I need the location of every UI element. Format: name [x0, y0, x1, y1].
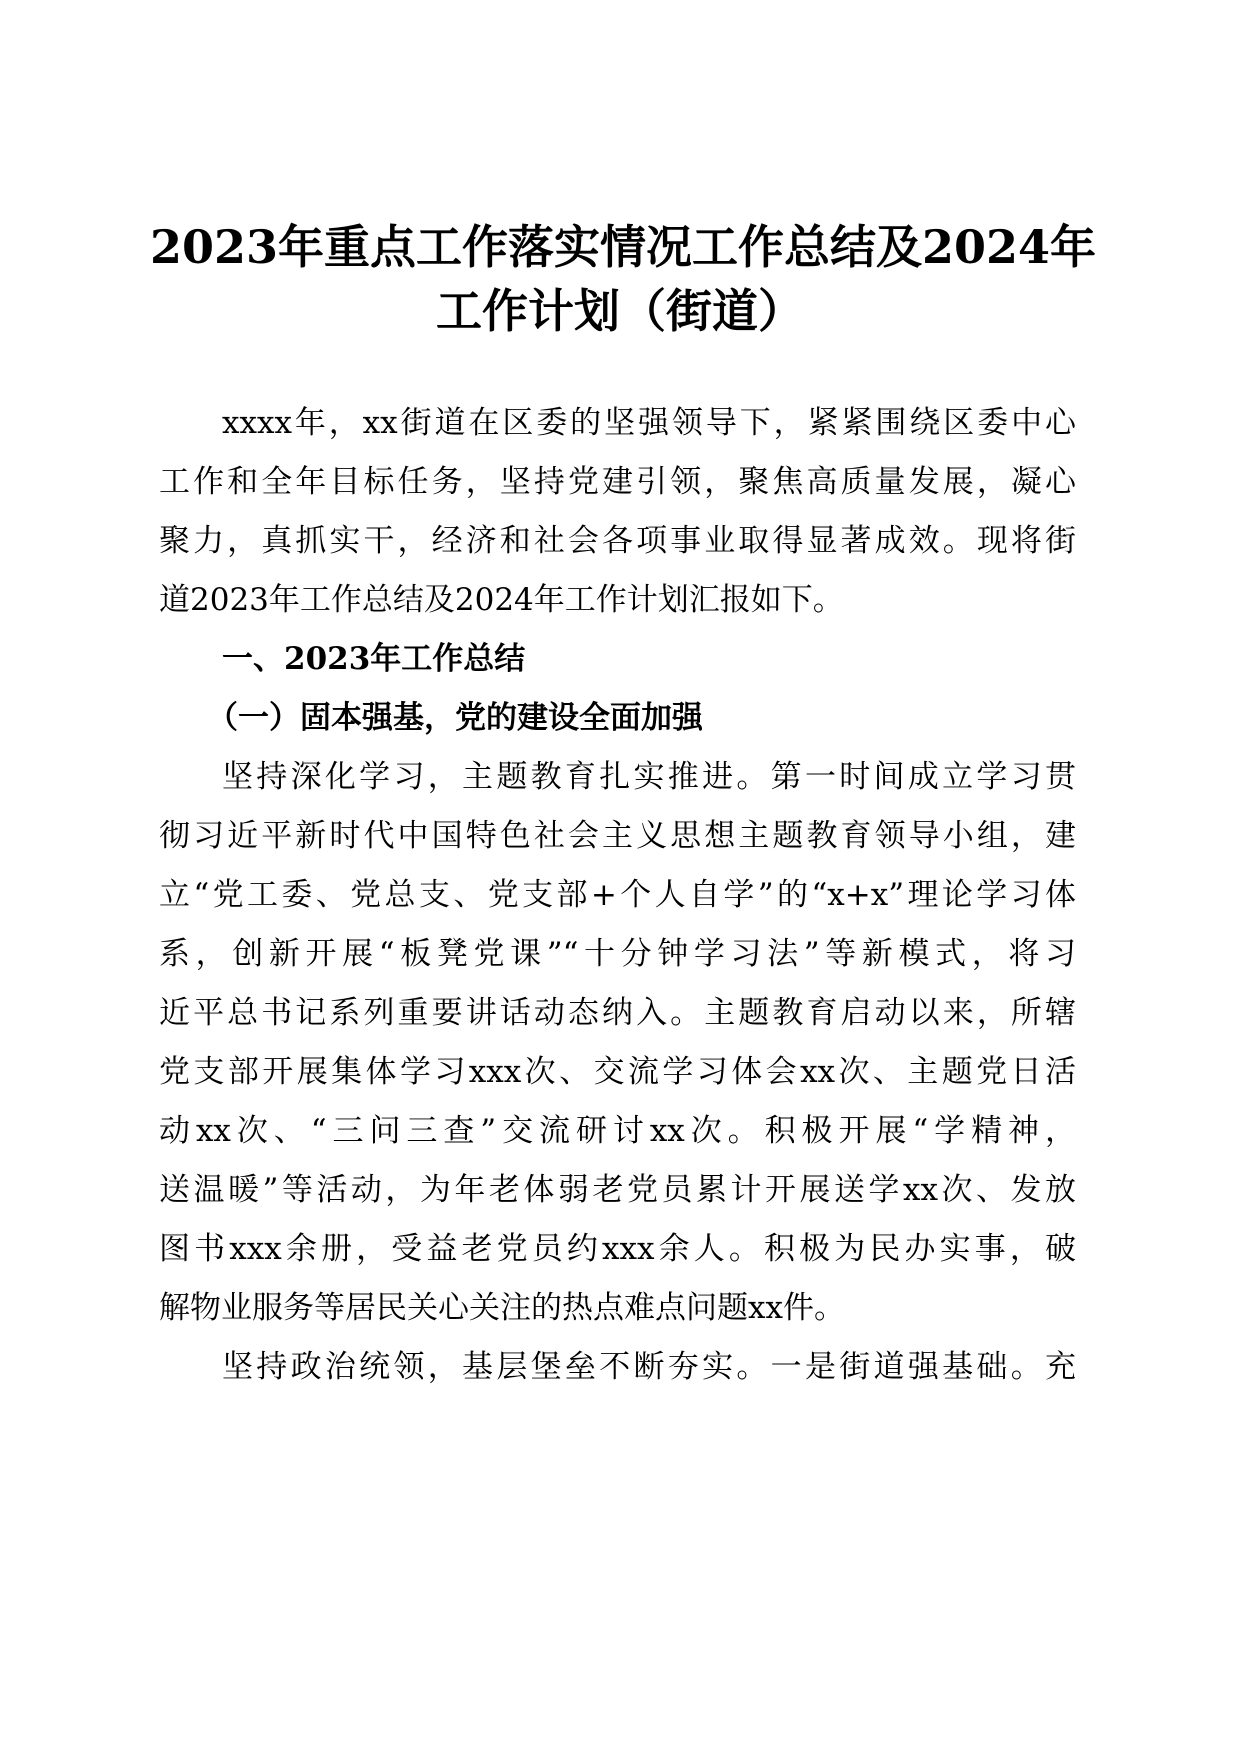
- paragraph-1-line-4: 道2023年工作总结及2024年工作计划汇报如下。: [159, 582, 844, 618]
- document-title-line-2: 工作计划（街道）: [436, 284, 804, 338]
- document-title-line-1: 2023年重点工作落实情况工作总结及2024年: [150, 220, 1097, 274]
- paragraph-2-line-5: 近平总书记系列重要讲话动态纳入。主题教育启动以来，所辖: [159, 995, 1076, 1031]
- paragraph-1-line-1: xxxx年，xx街道在区委的坚强领导下，紧紧围绕区委中心: [222, 405, 1076, 441]
- section-1-heading: 一、2023年工作总结: [222, 641, 526, 677]
- paragraph-1-line-3: 聚力，真抓实干，经济和社会各项事业取得显著成效。现将街: [159, 523, 1076, 559]
- paragraph-2-line-4: 系，创新开展“板凳党课”“十分钟学习法”等新模式，将习: [159, 936, 1076, 972]
- paragraph-2-line-2: 彻习近平新时代中国特色社会主义思想主题教育领导小组，建: [159, 818, 1076, 854]
- paragraph-2-line-9: 图书xxx余册，受益老党员约xxx余人。积极为民办实事，破: [159, 1231, 1076, 1267]
- paragraph-2-line-8: 送温暖”等活动，为年老体弱老党员累计开展送学xx次、发放: [159, 1172, 1076, 1208]
- paragraph-3-line-1: 坚持政治统领，基层堡垒不断夯实。一是街道强基础。充: [222, 1349, 1076, 1385]
- paragraph-2-line-7: 动xx次、“三问三查”交流研讨xx次。积极开展“学精神，: [159, 1113, 1076, 1149]
- paragraph-2-line-10: 解物业服务等居民关心关注的热点难点问题xx件。: [159, 1290, 845, 1326]
- paragraph-2-line-3: 立“党工委、党总支、党支部+个人自学”的“x+x”理论学习体: [159, 877, 1076, 913]
- paragraph-2-line-6: 党支部开展集体学习xxx次、交流学习体会xx次、主题党日活: [159, 1054, 1076, 1090]
- paragraph-1-line-2: 工作和全年目标任务，坚持党建引领，聚焦高质量发展，凝心: [159, 464, 1076, 500]
- paragraph-2-line-1: 坚持深化学习，主题教育扎实推进。第一时间成立学习贯: [222, 759, 1076, 795]
- subsection-1-heading: （一）固本强基，党的建设全面加强: [207, 700, 703, 736]
